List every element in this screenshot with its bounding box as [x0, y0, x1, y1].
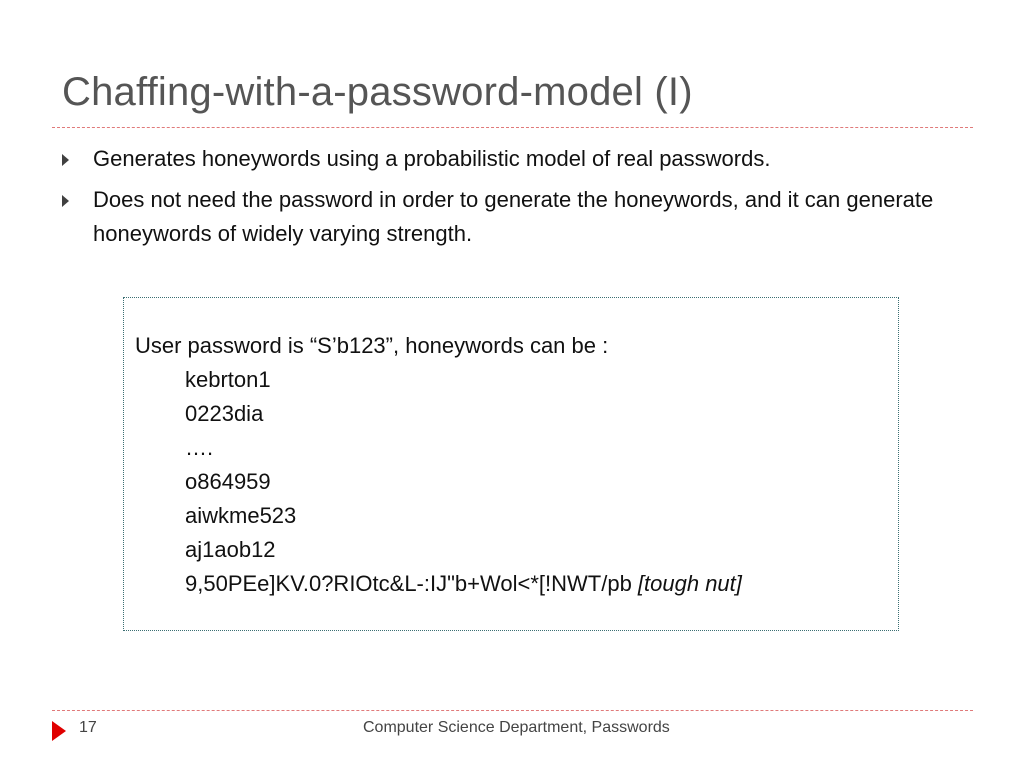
honeyword-item: o864959 [185, 469, 271, 494]
honeyword-item: kebrton1 [185, 367, 271, 392]
example-intro: User password is “S’b123”, honeywords can be : [135, 333, 609, 358]
bullet-list [62, 142, 962, 258]
honeyword-item: aj1aob12 [185, 537, 276, 562]
page-number: 17 [79, 719, 97, 736]
triangle-right-icon [62, 195, 69, 207]
example-box [123, 297, 899, 631]
honeyword-item: aiwkme523 [185, 503, 297, 528]
bullet-text: Generates honeywords using a probabilistic model of real passwords. [93, 146, 771, 171]
footer-divider [52, 710, 973, 711]
bullet-item [62, 183, 962, 251]
title-divider [52, 127, 973, 128]
bullet-text: Does not need the password in order to generate the honeywords, and it can generate honeywords of widely varying strength. [93, 187, 934, 246]
honeyword-list [185, 363, 742, 601]
red-triangle-icon [52, 721, 66, 741]
honeyword-item-tough [185, 567, 742, 601]
bullet-item [62, 142, 962, 176]
triangle-right-icon [62, 154, 69, 166]
honeyword-item: …. [185, 435, 214, 460]
slide-title: Chaffing-with-a-password-model (I) [62, 70, 693, 114]
tough-nut-note: [tough nut] [637, 571, 742, 596]
honeyword-text: 9,50PEe]KV.0?RIOtc&L-:IJ"b+Wol<*[!NWT/pb [185, 571, 638, 596]
footer-text: Computer Science Department, Passwords [363, 719, 670, 736]
honeyword-item: 0223dia [185, 401, 264, 426]
